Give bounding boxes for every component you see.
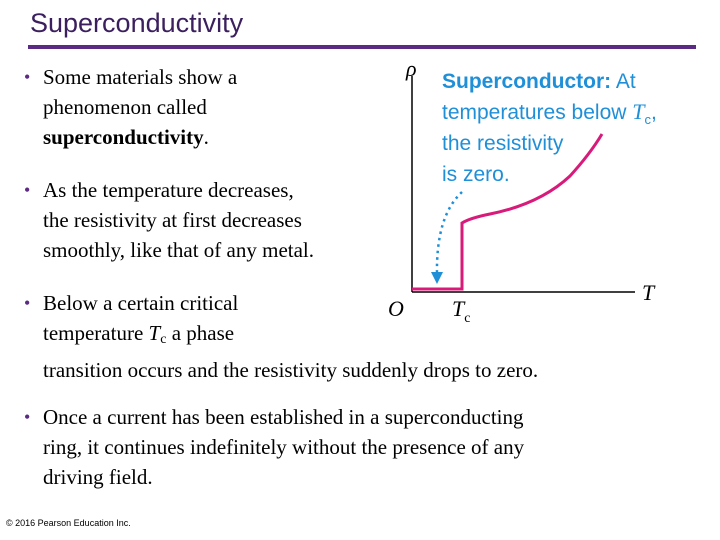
superconductor-annotation (442, 70, 663, 186)
bullet-4 (24, 402, 684, 492)
tc-label (452, 296, 470, 326)
origin-label: O (388, 296, 404, 321)
bullet-1 (24, 62, 354, 152)
annotation-line-1-end: At (611, 70, 636, 93)
bullet-1-term: superconductivity (43, 125, 204, 149)
title-divider (28, 45, 696, 49)
bullet-1-line-3 (43, 122, 354, 152)
bullet-3-text-pre: temperature (43, 321, 149, 345)
annotation-tc-subscript: c (644, 112, 652, 127)
superconductor-resistivity-graph (380, 56, 680, 326)
bullet-1-period: . (203, 125, 209, 149)
bullet-2 (24, 175, 384, 265)
tc-label-subscript: c (464, 311, 471, 326)
bullet-3-text-post: a phase (166, 321, 235, 345)
bullet-3-line-3: transition occurs and the resistivity suddenly drops to zero. (43, 358, 539, 382)
bullet-3-tc-subscript: c (160, 332, 167, 347)
bullet-4-line-1: Once a current has been established in a superconducting (43, 405, 524, 429)
annotation-bold: Superconductor: (442, 70, 612, 93)
x-axis-label: T (642, 280, 655, 305)
bullet-1-line-1: Some materials show a (43, 65, 238, 89)
tc-label-symbol: T (452, 296, 465, 321)
y-axis-label: ρ (406, 56, 417, 81)
bullet-2-line-1: As the temperature decreases, (43, 178, 294, 202)
bullet-3-tc-symbol: T (148, 321, 161, 345)
bullet-dot-icon: • (24, 407, 31, 427)
annotation-line-3: the resistivity (442, 132, 564, 155)
bullet-1-line-2: phenomenon called (43, 95, 207, 119)
annotation-line-2-pre: temperatures below (442, 101, 633, 124)
bullet-2-line-2: the resistivity at first decreases (43, 208, 302, 232)
copyright-footer: © 2016 Pearson Education Inc. (6, 518, 131, 528)
annotation-line-4: is zero. (442, 163, 510, 186)
slide-title: Superconductivity (30, 8, 244, 38)
annotation-line-2-end: , (651, 101, 657, 124)
annotation-arrow (437, 192, 462, 274)
bullet-4-line-3: driving field. (43, 465, 153, 489)
bullet-dot-icon: • (24, 67, 31, 87)
annotation-tc-symbol: T (632, 99, 645, 124)
bullet-4-line-2: ring, it continues indefinitely without the presence of any (43, 435, 525, 459)
bullet-dot-icon: • (24, 180, 31, 200)
bullet-dot-icon: • (24, 293, 31, 313)
bullet-3-line-1: Below a certain critical (43, 291, 239, 315)
arrow-head-icon (431, 272, 443, 284)
resistivity-curve (412, 134, 602, 289)
bullet-2-line-3: smoothly, like that of any metal. (43, 238, 315, 262)
